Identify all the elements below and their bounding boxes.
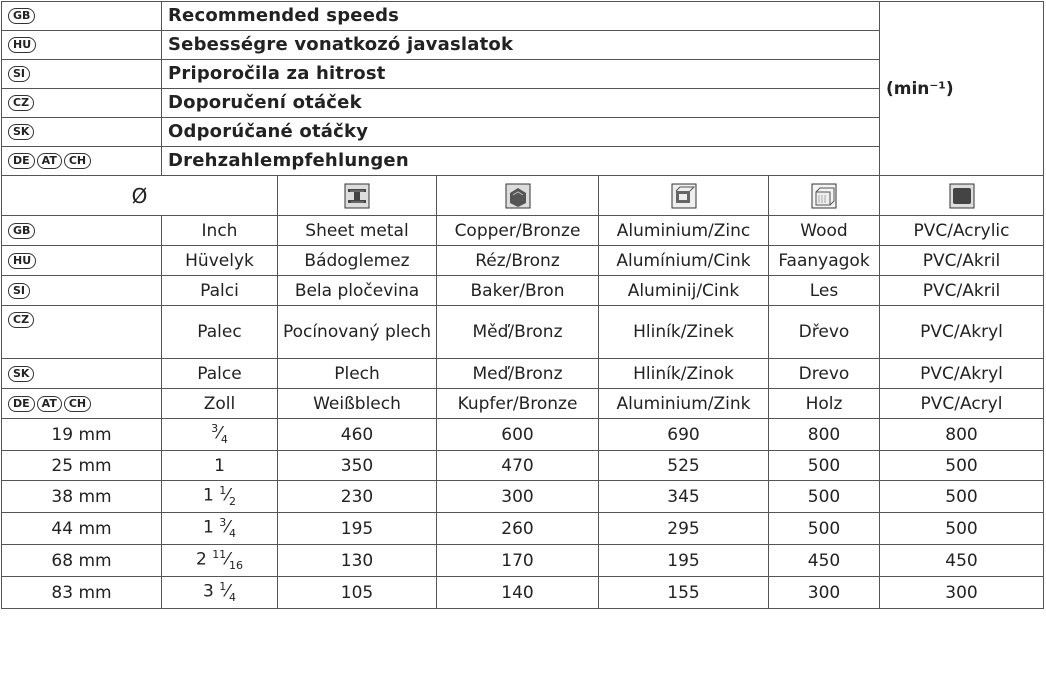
material-pvc-acrylic: PVC/Akryl bbox=[880, 359, 1044, 389]
table-row bbox=[2, 577, 1044, 609]
material-copper-bronze: Měď/Bronz bbox=[437, 306, 599, 359]
material-copper-bronze: Kupfer/Bronze bbox=[437, 389, 599, 419]
title-text: Odporúčané otáčky bbox=[162, 118, 880, 147]
title-text: Doporučení otáček bbox=[162, 89, 880, 118]
diameter-mm: 83 mm bbox=[2, 577, 162, 609]
country-badge-hu: HU bbox=[8, 253, 36, 269]
diameter-inch: 1 $^1⁄_2$ bbox=[162, 481, 278, 513]
country-badge-hu: HU bbox=[8, 37, 36, 53]
title-flags bbox=[2, 89, 162, 118]
material-aluminium-zinc: Aluminium/Zink bbox=[599, 389, 769, 419]
speed-value: 300 bbox=[880, 577, 1044, 609]
speed-value: 450 bbox=[880, 545, 1044, 577]
inch-whole: 1 bbox=[214, 455, 225, 476]
unit-label: (min⁻¹) bbox=[880, 2, 1044, 176]
language-row bbox=[2, 216, 1044, 246]
material-aluminium-zinc: Hliník/Zinok bbox=[599, 359, 769, 389]
diameter-inch: $^3⁄_4$ bbox=[162, 419, 278, 451]
pvc-acrylic-icon bbox=[880, 176, 1044, 216]
material-sheet-metal: Weißblech bbox=[278, 389, 437, 419]
inch-numerator: 3 bbox=[219, 516, 227, 530]
material-aluminium-zinc: Aluminium/Zinc bbox=[599, 216, 769, 246]
diameter-inch bbox=[162, 451, 278, 481]
diameter-mm: 25 mm bbox=[2, 451, 162, 481]
country-badge-sk: SK bbox=[8, 366, 34, 382]
material-copper-bronze: Baker/Bron bbox=[437, 276, 599, 306]
material-sheet-metal: Sheet metal bbox=[278, 216, 437, 246]
table-row bbox=[2, 481, 1044, 513]
country-badge-sk: SK bbox=[8, 124, 34, 140]
title-flags bbox=[2, 118, 162, 147]
material-aluminium-zinc: Hliník/Zinek bbox=[599, 306, 769, 359]
material-copper-bronze: Copper/Bronze bbox=[437, 216, 599, 246]
diameter-inch: 3 $^1⁄_4$ bbox=[162, 577, 278, 609]
material-pvc-acrylic: PVC/Akril bbox=[880, 276, 1044, 306]
title-flags bbox=[2, 31, 162, 60]
language-flags bbox=[2, 359, 162, 389]
diameter-mm: 38 mm bbox=[2, 481, 162, 513]
language-flags bbox=[2, 306, 162, 359]
speed-value: 450 bbox=[769, 545, 880, 577]
title-text: Recommended speeds bbox=[162, 2, 880, 31]
material-aluminium-zinc: Alumínium/Cink bbox=[599, 246, 769, 276]
country-badge-de: DE bbox=[8, 396, 35, 412]
material-copper-bronze: Meď/Bronz bbox=[437, 359, 599, 389]
aluminium-zinc-icon bbox=[599, 176, 769, 216]
country-badge-gb: GB bbox=[8, 8, 35, 24]
diameter-symbol: Ø bbox=[2, 176, 278, 216]
language-flags bbox=[2, 276, 162, 306]
speed-value: 500 bbox=[880, 451, 1044, 481]
copper-bronze-icon bbox=[437, 176, 599, 216]
inch-label: Palec bbox=[162, 306, 278, 359]
speed-value: 155 bbox=[599, 577, 769, 609]
speed-value: 500 bbox=[880, 481, 1044, 513]
title-text: Priporočila za hitrost bbox=[162, 60, 880, 89]
country-badge-ch: CH bbox=[64, 396, 91, 412]
inch-numerator: 1 bbox=[219, 580, 227, 594]
language-row bbox=[2, 359, 1044, 389]
language-flags bbox=[2, 246, 162, 276]
title-flags bbox=[2, 147, 162, 176]
speed-value: 800 bbox=[769, 419, 880, 451]
inch-whole: 3 bbox=[202, 581, 214, 602]
country-badge-de: DE bbox=[8, 153, 35, 169]
inch-whole: 2 bbox=[195, 549, 207, 570]
title-flags bbox=[2, 60, 162, 89]
speed-value: 600 bbox=[437, 419, 599, 451]
diameter-inch: 1 $^3⁄_4$ bbox=[162, 513, 278, 545]
speed-table bbox=[1, 1, 1044, 609]
material-copper-bronze: Réz/Bronz bbox=[437, 246, 599, 276]
speed-value: 105 bbox=[278, 577, 437, 609]
speed-value: 350 bbox=[278, 451, 437, 481]
inch-denominator: 4 bbox=[229, 591, 237, 605]
material-wood: Dřevo bbox=[769, 306, 880, 359]
language-flags bbox=[2, 389, 162, 419]
inch-label: Zoll bbox=[162, 389, 278, 419]
title-row bbox=[2, 2, 1044, 31]
table-row bbox=[2, 513, 1044, 545]
material-sheet-metal: Bádoglemez bbox=[278, 246, 437, 276]
inch-label: Inch bbox=[162, 216, 278, 246]
title-text: Sebességre vonatkozó javaslatok bbox=[162, 31, 880, 60]
inch-label: Palce bbox=[162, 359, 278, 389]
speed-value: 500 bbox=[769, 513, 880, 545]
material-wood: Drevo bbox=[769, 359, 880, 389]
speed-value: 130 bbox=[278, 545, 437, 577]
speed-value: 295 bbox=[599, 513, 769, 545]
icon-row bbox=[2, 176, 1044, 216]
table-row bbox=[2, 545, 1044, 577]
diameter-mm: 19 mm bbox=[2, 419, 162, 451]
speed-value: 460 bbox=[278, 419, 437, 451]
speed-value: 690 bbox=[599, 419, 769, 451]
inch-denominator: 2 bbox=[229, 495, 237, 509]
country-badge-cz: CZ bbox=[8, 95, 34, 111]
speed-value: 500 bbox=[769, 481, 880, 513]
material-wood: Les bbox=[769, 276, 880, 306]
speed-value: 195 bbox=[278, 513, 437, 545]
speed-value: 500 bbox=[880, 513, 1044, 545]
country-badge-si: SI bbox=[8, 66, 30, 82]
speed-value: 300 bbox=[769, 577, 880, 609]
speed-value: 260 bbox=[437, 513, 599, 545]
material-pvc-acrylic: PVC/Akryl bbox=[880, 306, 1044, 359]
speed-value: 195 bbox=[599, 545, 769, 577]
speed-value: 230 bbox=[278, 481, 437, 513]
material-wood: Wood bbox=[769, 216, 880, 246]
inch-whole: 1 bbox=[202, 485, 214, 506]
material-wood: Faanyagok bbox=[769, 246, 880, 276]
speed-value: 525 bbox=[599, 451, 769, 481]
material-pvc-acrylic: PVC/Akril bbox=[880, 246, 1044, 276]
language-row bbox=[2, 389, 1044, 419]
table-row bbox=[2, 419, 1044, 451]
speed-value: 470 bbox=[437, 451, 599, 481]
inch-numerator: 1 bbox=[219, 484, 227, 498]
title-flags bbox=[2, 2, 162, 31]
material-wood: Holz bbox=[769, 389, 880, 419]
inch-label: Hüvelyk bbox=[162, 246, 278, 276]
diameter-inch: 2 $^{11}⁄_{16}$ bbox=[162, 545, 278, 577]
country-badge-gb: GB bbox=[8, 223, 35, 239]
inch-denominator: 4 bbox=[220, 433, 228, 447]
sheet-metal-icon bbox=[278, 176, 437, 216]
material-sheet-metal: Plech bbox=[278, 359, 437, 389]
language-row bbox=[2, 246, 1044, 276]
language-row bbox=[2, 306, 1044, 359]
inch-denominator: 4 bbox=[229, 527, 237, 541]
inch-numerator: 3 bbox=[211, 422, 219, 435]
material-sheet-metal: Pocínovaný plech bbox=[278, 306, 437, 359]
diameter-mm: 44 mm bbox=[2, 513, 162, 545]
country-badge-ch: CH bbox=[64, 153, 91, 169]
inch-numerator: 11 bbox=[212, 548, 227, 562]
diameter-mm: 68 mm bbox=[2, 545, 162, 577]
material-pvc-acrylic: PVC/Acryl bbox=[880, 389, 1044, 419]
table-row bbox=[2, 451, 1044, 481]
country-badge-at: AT bbox=[37, 153, 62, 169]
inch-label: Palci bbox=[162, 276, 278, 306]
inch-denominator: 16 bbox=[229, 559, 244, 573]
country-badge-at: AT bbox=[37, 396, 62, 412]
country-badge-si: SI bbox=[8, 283, 30, 299]
country-badge-cz: CZ bbox=[8, 312, 34, 328]
speed-value: 300 bbox=[437, 481, 599, 513]
language-flags bbox=[2, 216, 162, 246]
material-aluminium-zinc: Aluminij/Cink bbox=[599, 276, 769, 306]
speed-value: 500 bbox=[769, 451, 880, 481]
speed-value: 140 bbox=[437, 577, 599, 609]
material-sheet-metal: Bela pločevina bbox=[278, 276, 437, 306]
inch-whole: 1 bbox=[202, 517, 214, 538]
language-row bbox=[2, 276, 1044, 306]
speed-value: 170 bbox=[437, 545, 599, 577]
speed-value: 345 bbox=[599, 481, 769, 513]
title-text: Drehzahlempfehlungen bbox=[162, 147, 880, 176]
speed-value: 800 bbox=[880, 419, 1044, 451]
material-pvc-acrylic: PVC/Acrylic bbox=[880, 216, 1044, 246]
wood-icon bbox=[769, 176, 880, 216]
